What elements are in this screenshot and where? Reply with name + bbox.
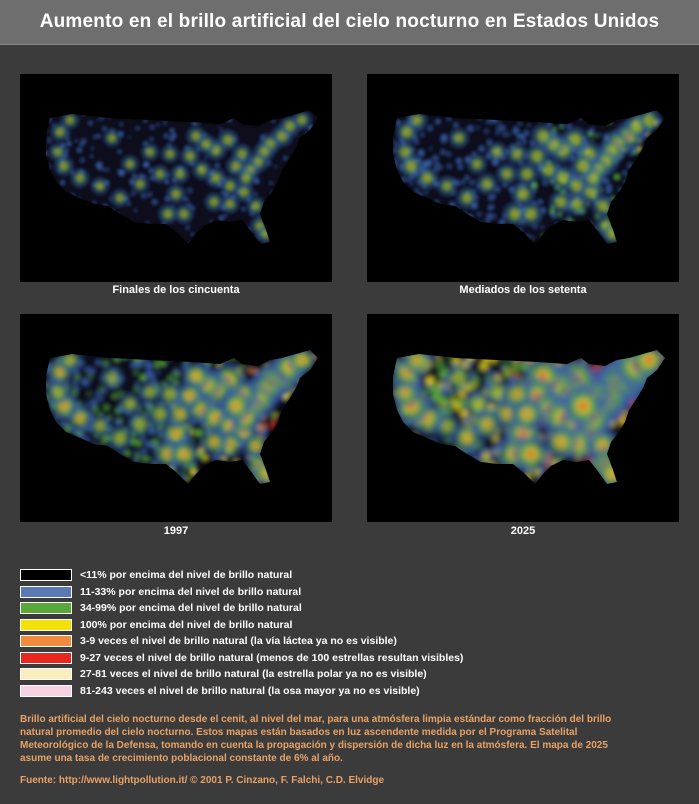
title-bar: [0, 0, 699, 45]
legend-label: 27-81 veces el nivel de brillo natural (la estrella polar ya no es visible): [80, 668, 427, 681]
light-pollution-map: [367, 74, 679, 282]
legend-item: [20, 584, 680, 601]
page-title: Aumento en el brillo artificial del cielo nocturno en Estados Unidos: [39, 11, 660, 32]
legend-swatch: [20, 652, 72, 664]
legend-label: 9-27 veces el nivel de brillo natural (menos de 100 estrellas resultan visibles): [80, 651, 464, 664]
legend-label: <11% por encima del nivel de brillo natural: [80, 569, 293, 582]
legend-item: [20, 633, 680, 650]
light-pollution-map: [367, 314, 679, 522]
legend-label: 34-99% por encima del nivel de brillo natural: [80, 602, 302, 615]
map-2025: [367, 314, 679, 522]
legend-item: [20, 617, 680, 634]
light-pollution-map: [20, 314, 332, 522]
map-mid-seventies: [367, 74, 679, 282]
map-1997: [20, 314, 332, 522]
legend-item: [20, 567, 680, 584]
light-pollution-map: [20, 74, 332, 282]
map-description: Brillo artificial del cielo nocturno desde el cenit, al nivel del mar, para una atmósfera limpia estándar como fracción del brillo natural promedio del cielo nocturno. Estos mapas están basados en luz ascendente medida por el Programa Satelital Meteorológico de la Defensa, tomando en cuenta la propagación y dispersión de dicha luz en la atmósfera. El mapa de 2025 asume una tasa de crecimiento poblacional constante de 6% al año.: [20, 714, 612, 764]
map-caption-1997: 1997: [163, 525, 189, 537]
legend-label: 11-33% por encima del nivel de brillo natural: [80, 585, 302, 598]
legend-label: 81-243 veces el nivel de brillo natural (la osa mayor ya no es visible): [80, 684, 420, 697]
legend-item: [20, 650, 680, 667]
legend-swatch: [20, 586, 72, 598]
legend: [20, 567, 680, 699]
legend-label: 100% por encima del nivel de brillo natural: [80, 618, 293, 631]
legend-item: [20, 600, 680, 617]
map-caption-mid-seventies: Mediados de los setenta: [459, 284, 587, 296]
legend-swatch: [20, 685, 72, 697]
map-caption-2025: 2025: [510, 525, 536, 537]
legend-label: 3-9 veces el nivel de brillo natural (la vía láctea ya no es visible): [80, 635, 397, 648]
legend-item: [20, 666, 680, 683]
legend-swatch: [20, 602, 72, 614]
map-caption-late-fifties: Finales de los cincuenta: [112, 284, 240, 296]
legend-item: [20, 683, 680, 700]
map-late-fifties: [20, 74, 332, 282]
legend-swatch: [20, 668, 72, 680]
legend-swatch: [20, 619, 72, 631]
legend-swatch: [20, 635, 72, 647]
source-credit: Fuente: http://www.lightpollution.it/ © 2001 P. Cinzano, F. Falchi, C.D. Elvidge: [20, 775, 385, 786]
legend-swatch: [20, 569, 72, 581]
